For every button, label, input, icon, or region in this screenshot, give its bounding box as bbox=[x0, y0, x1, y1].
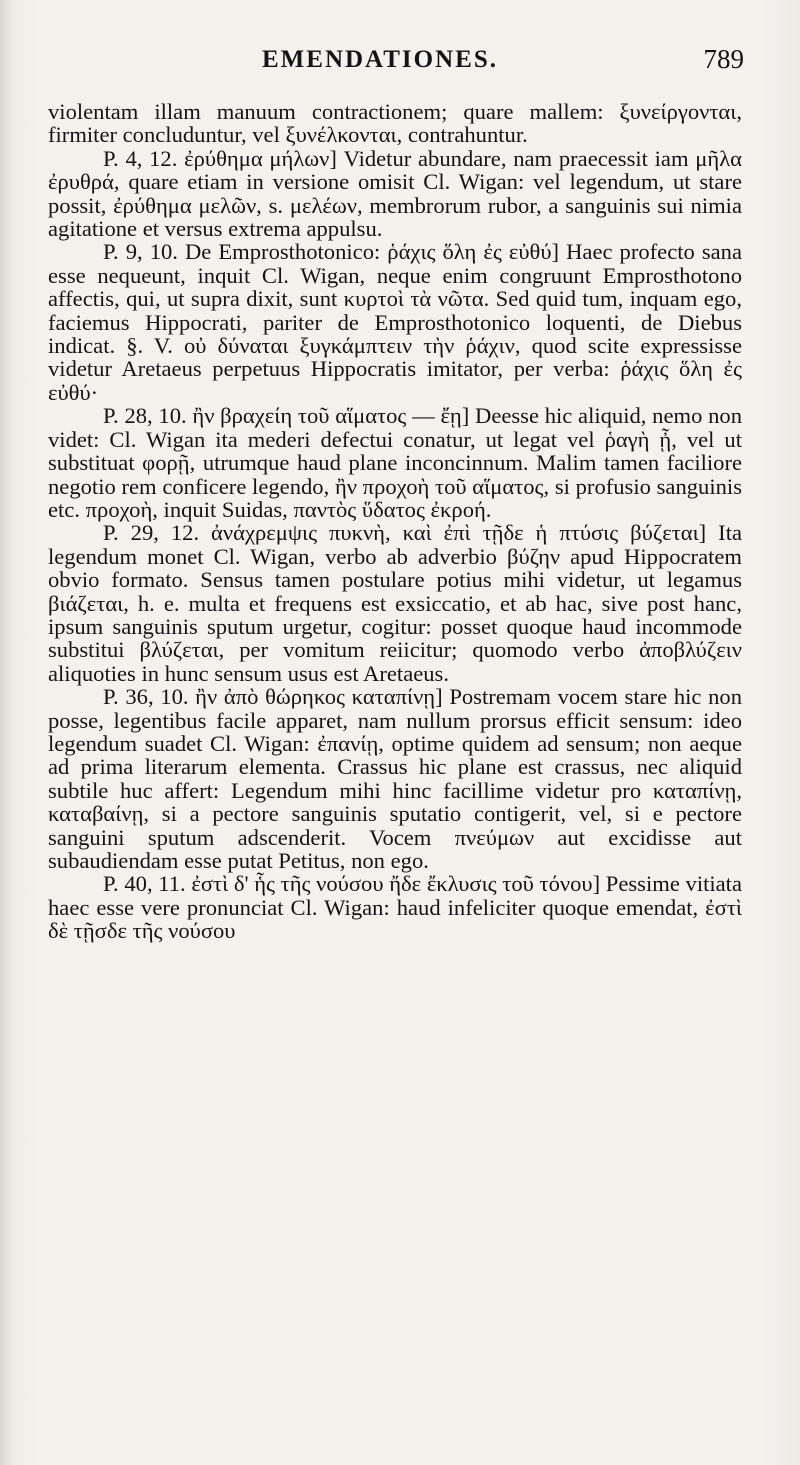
paragraph-continuation: violentam illam manuum contractionem; quare mallem: ξυνείργονται, firmiter concluduntur, vel ξυνέλκονται, contrahuntur. bbox=[48, 99, 742, 148]
paragraph-p29: P. 29, 12. ἀνάχρεμψις πυκνὴ, καὶ ἐπὶ τῇδε ἡ πτύσις βύζεται] Ita legendum monet Cl. Wigan, verbo ab adverbio βύζην apud Hippocratem obvio formato. Sensus tamen postulare potius mihi videtur, ut legamus βιάζεται, h. e. multa et frequens est exsiccatio, et ab hac, sive post hanc, ipsum sanguinis sputum urgetur, cogitur: posset quoque haud incommode substitui βλύζεται, per vomitum reiicitur; quomodo verbo ἀποβλύζειν aliquoties in hunc sensum usus est Aretaeus. bbox=[48, 520, 742, 686]
page-header bbox=[50, 46, 744, 80]
paragraph-p28: P. 28, 10. ἢν βραχείη τοῦ αἵματος — ἔῃ] Deesse hic aliquid, nemo non videt: Cl. Wigan ita mederi defectui conatur, ut legat vel ῥαγὴ ᾖ, vel ut substituat φορῇ, utrumque haud plane inconcinnum. Malim tamen faciliore negotio rem conficere legendo, ἢν προχοὴ τοῦ αἵματος, si profusio sanguinis etc. προχοὴ, inquit Suidas, παντὸς ὕδατος ἐκροή. bbox=[48, 403, 742, 522]
running-title: EMENDATIONES. bbox=[262, 46, 498, 73]
page-number: 789 bbox=[703, 44, 744, 74]
paragraph-p36: P. 36, 10. ἢν ἀπὸ θώρηκος καταπίνῃ] Postremam vocem stare hic non posse, legentibus facile apparet, nam nullum prorsus efficit sensum: ideo legendum suadet Cl. Wigan: ἐπανίῃ, optime quidem ad sensum; non aeque ad prima literarum elementa. Crassus hic plane est crassus, nec aliquid subtile huc affert: Legendum mihi hinc facillime videtur pro καταπίνῃ, καταβαίνῃ, si a pectore sanguinis sputatio contigerit, vel, si e pectore sanguini sputum adscenderit. Vocem πνεύμων aut excidisse aut subaudiendam esse putat Petitus, non ego. bbox=[48, 684, 742, 873]
body-text bbox=[48, 100, 742, 943]
paragraph-p40: P. 40, 11. ἐστὶ δ' ἧς τῆς νούσου ἤδε ἔκλυσις τοῦ τόνου] Pessime vitiata haec esse vere pronunciat Cl. Wigan: haud infeliciter quoque emendat, ἐστὶ δὲ τῇσδε τῆς νούσου bbox=[48, 871, 742, 944]
paragraph-p9: P. 9, 10. De Emprosthotonico: ῥάχις ὅλη ἐς εὐθύ] Haec profecto sana esse nequeunt, inquit Cl. Wigan, neque enim congruunt Emprosthotono affectis, qui, ut supra dixit, sunt κυρτοὶ τὰ νῶτα. Sed quid tum, inquam ego, faciemus Hippocrati, pariter de Emprosthotonico loquenti, de Diebus indicat. §. V. οὐ δύναται ξυγκάμπτειν τὴν ῥάχιν, quod scite expressisse videtur Aretaeus perpetuus Hippocratis imitator, per verba: ῥάχις ὅλη ἐς εὐθύ· bbox=[48, 239, 742, 405]
paragraph-p4: P. 4, 12. ἐρύθημα μήλων] Videtur abundare, nam praecessit iam μῆλα ἐρυθρά, quare etiam in versione omisit Cl. Wigan: vel legendum, ut stare possit, ἐρύθημα μελῶν, s. μελέων, membrorum rubor, a sanguinis sui nimia agitatione et versus extrema appulsu. bbox=[48, 145, 742, 242]
